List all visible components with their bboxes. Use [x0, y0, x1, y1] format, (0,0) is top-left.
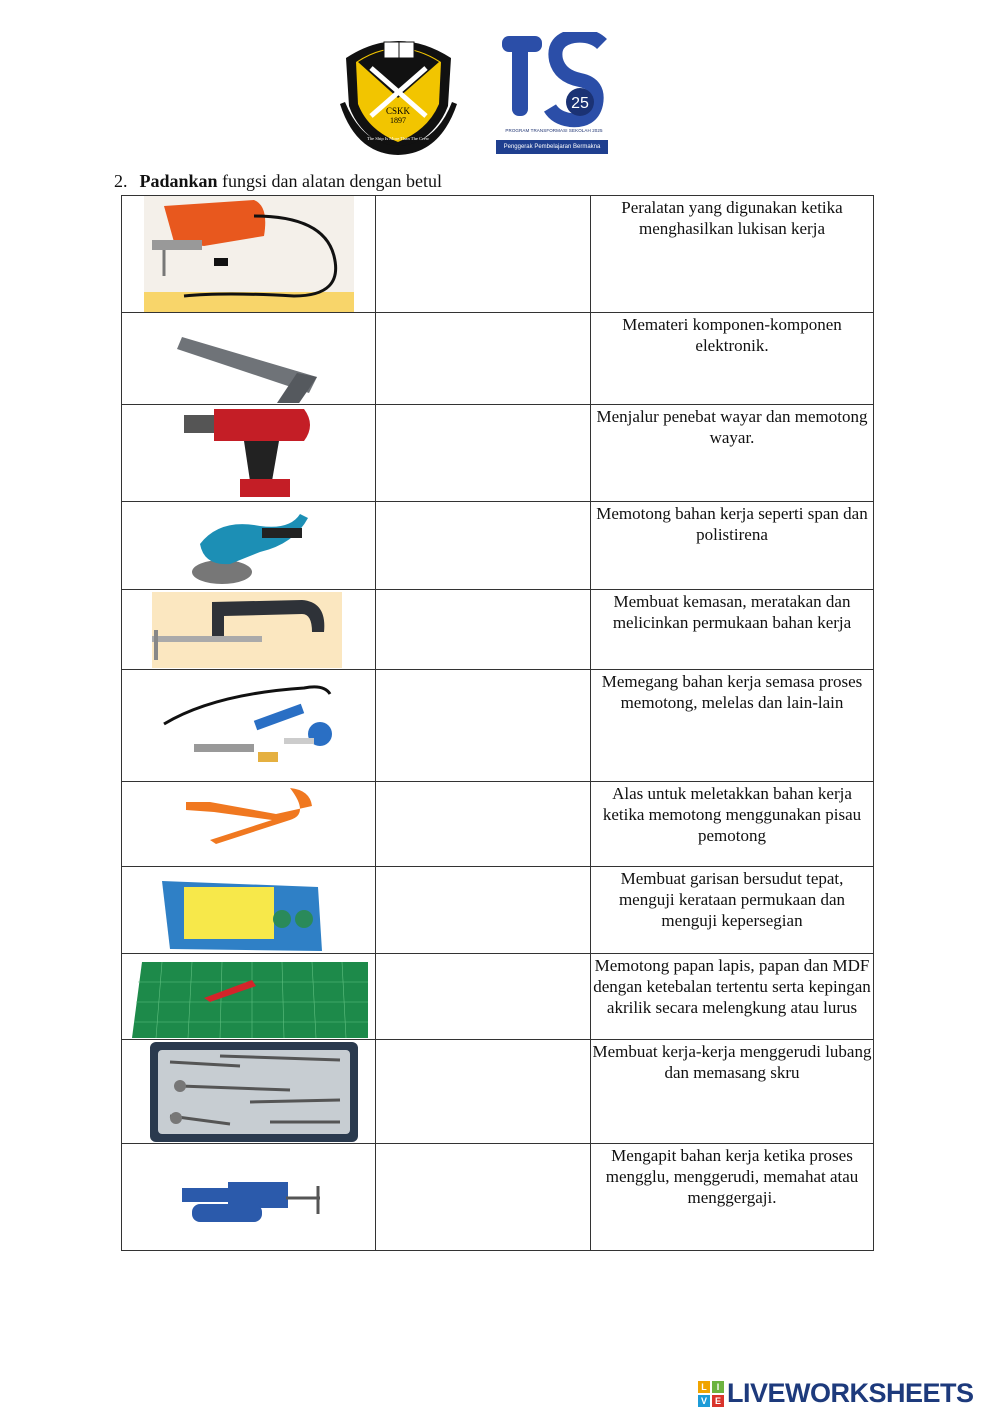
ts-number: 25 — [571, 95, 589, 112]
g-clamp-icon — [152, 592, 342, 668]
answer-cell[interactable] — [376, 196, 591, 313]
function-cell — [591, 1040, 874, 1144]
tool-image-cell — [122, 590, 376, 670]
answer-cell[interactable] — [376, 590, 591, 670]
crest-year: 1897 — [390, 116, 406, 125]
matching-table — [121, 195, 874, 1251]
function-text: Membuat garisan bersudut tepat, menguji kerataan permukaan dan menguji kepersegian — [618, 869, 846, 930]
soldering-iron-kit-icon — [154, 674, 360, 778]
table-row — [122, 502, 874, 590]
function-cell — [591, 782, 874, 867]
function-cell — [591, 590, 874, 670]
tool-image-cell — [122, 196, 376, 313]
function-cell — [591, 196, 874, 313]
function-text: Memateri komponen-komponen elektronik. — [622, 315, 842, 355]
table-row — [122, 1144, 874, 1251]
answer-cell[interactable] — [376, 502, 591, 590]
function-text: Membuat kemasan, meratakan dan melicinkan permukaan bahan kerja — [612, 592, 852, 632]
badge-letter: I — [712, 1381, 724, 1393]
drawing-instrument-set-icon — [150, 1042, 358, 1142]
badge-letter: E — [712, 1395, 724, 1407]
crest-abbr: CSKK — [385, 106, 411, 116]
tool-image-cell — [122, 782, 376, 867]
answer-cell[interactable] — [376, 782, 591, 867]
table-row — [122, 590, 874, 670]
answer-cell[interactable] — [376, 954, 591, 1040]
function-text: Alas untuk meletakkan bahan kerja ketika memotong menggunakan pisau pemotong — [602, 784, 862, 845]
tool-image-cell — [122, 502, 376, 590]
answer-cell[interactable] — [376, 313, 591, 405]
function-text: Memotong papan lapis, papan dan MDF dengan ketebalan tertentu serta kepingan akrilik secara melengkung atau lurus — [593, 956, 871, 1017]
jigsaw-icon — [144, 196, 354, 312]
tool-image-cell — [122, 954, 376, 1040]
table-row — [122, 196, 874, 313]
tool-image-cell — [122, 1040, 376, 1144]
try-square-icon — [177, 333, 317, 403]
table-row — [122, 782, 874, 867]
question-number: 2. — [114, 171, 128, 191]
function-cell — [591, 670, 874, 782]
function-cell — [591, 405, 874, 502]
cskk-crest-logo — [336, 28, 461, 156]
table-row — [122, 1040, 874, 1144]
ts-banner: Penggerak Pembelajaran Bermakna — [496, 140, 608, 154]
answer-cell[interactable] — [376, 405, 591, 502]
question-text — [114, 171, 442, 192]
function-cell — [591, 1144, 874, 1251]
table-row — [122, 867, 874, 954]
crest-motto: The Ship Is More Than The Crew — [366, 136, 430, 141]
function-text: Mengapit bahan kerja ketika proses mengglu, menggerudi, memahat atau menggergaji. — [605, 1146, 859, 1207]
function-cell — [591, 954, 874, 1040]
table-row — [122, 313, 874, 405]
header-logos — [336, 28, 616, 158]
table-row — [122, 954, 874, 1040]
function-text: Membuat kerja-kerja menggerudi lubang dan memasang skru — [592, 1042, 872, 1082]
answer-cell[interactable] — [376, 1040, 591, 1144]
ts25-logo — [496, 32, 612, 156]
tool-image-cell — [122, 1144, 376, 1251]
cutting-mat-icon — [132, 958, 368, 1038]
answer-cell[interactable] — [376, 1144, 591, 1251]
function-cell — [591, 502, 874, 590]
function-text: Peralatan yang digunakan ketika menghasilkan lukisan kerja — [621, 198, 843, 238]
table-row — [122, 670, 874, 782]
hot-wire-cutter-icon — [158, 869, 338, 953]
liveworksheets-footer — [698, 1378, 974, 1409]
function-cell — [591, 867, 874, 954]
function-cell — [591, 313, 874, 405]
bench-vise-icon — [178, 1174, 324, 1228]
question-keyword: Padankan — [139, 171, 218, 191]
question-instruction: fungsi dan alatan dengan betul — [217, 171, 442, 191]
answer-cell[interactable] — [376, 670, 591, 782]
tool-image-cell — [122, 867, 376, 954]
function-text: Memegang bahan kerja semasa proses memotong, melelas dan lain-lain — [601, 672, 863, 712]
liveworksheets-badge-icon — [698, 1381, 724, 1407]
wire-stripper-icon — [180, 784, 318, 846]
answer-cell[interactable] — [376, 867, 591, 954]
function-text: Memotong bahan kerja seperti span dan polistirena — [596, 504, 868, 544]
function-text: Menjalur penebat wayar dan memotong wayar. — [596, 407, 868, 447]
ts25-mark — [496, 32, 612, 128]
badge-letter: V — [698, 1395, 710, 1407]
tool-image-cell — [122, 405, 376, 502]
tool-image-cell — [122, 670, 376, 782]
badge-letter: L — [698, 1381, 710, 1393]
cordless-drill-icon — [184, 405, 318, 501]
liveworksheets-brand: LIVEWORKSHEETS — [727, 1378, 974, 1408]
tool-image-cell — [122, 313, 376, 405]
ts-caption: PROGRAM TRANSFORMASI SEKOLAH 2025 — [505, 128, 603, 133]
table-row — [122, 405, 874, 502]
orbital-sander-icon — [190, 504, 310, 588]
